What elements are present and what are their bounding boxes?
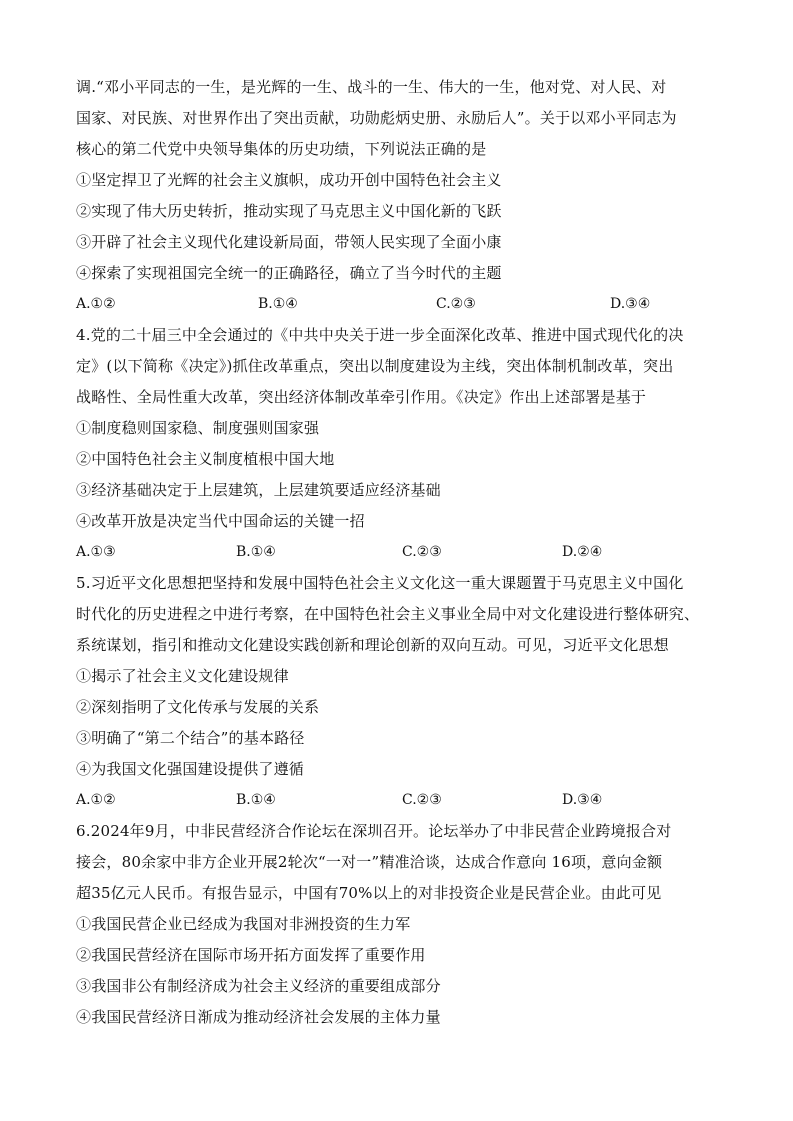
question-stem-line: 4.党的二十届三中全会通过的《中共中央关于进一步全面深化改革、推进中国式现代化的决 — [76, 326, 684, 344]
statement-item: ①我国民营企业已经成为我国对非洲投资的生力军 — [76, 915, 411, 933]
question-6 — [76, 816, 736, 1033]
question-5 — [76, 568, 736, 816]
question-3 — [76, 72, 736, 320]
option-d: D.③④ — [610, 296, 651, 312]
statement-item: ①制度稳则国家稳、制度强则国家强 — [76, 419, 320, 437]
question-4 — [76, 320, 736, 568]
answer-options — [76, 289, 736, 320]
statement-item: ③明确了“第二个结合”的基本路径 — [76, 729, 305, 747]
option-b: B.①④ — [258, 296, 298, 312]
option-c: C.②③ — [402, 544, 442, 560]
statement-item: ④改革开放是决定当代中国命运的关键一招 — [76, 512, 365, 530]
answer-options — [76, 785, 736, 816]
option-b: B.①④ — [236, 792, 276, 808]
option-a: A.①② — [76, 792, 116, 808]
statement-item: ③开辟了社会主义现代化建设新局面，带领人民实现了全面小康 — [76, 233, 502, 251]
question-stem-line: 定》(以下简称《决定》)抓住改革重点，突出以制度建设为主线，突出体制机制改革，突出 — [76, 357, 674, 375]
option-d: D.②④ — [562, 544, 603, 560]
option-c: C.②③ — [436, 296, 476, 312]
question-stem-line: 系统谋划，指引和推动文化建设实践创新和理论创新的双向互动。可见，习近平文化思想 — [76, 636, 669, 654]
question-stem-line: 时代化的历史进程之中进行考察，在中国特色社会主义事业全局中对文化建设进行整体研究、 — [76, 605, 700, 623]
option-a: A.①③ — [76, 544, 116, 560]
question-stem-line: 接会，80余家中非方企业开展2轮次“一对一”精准洽谈，达成合作意向 16项，意向金额 — [76, 853, 663, 871]
statement-item: ④为我国文化强国建设提供了遵循 — [76, 760, 305, 778]
statement-item: ④我国民营经济日渐成为推动经济社会发展的主体力量 — [76, 1008, 441, 1026]
statement-item: ①坚定捍卫了光辉的社会主义旗帜，成功开创中国特色社会主义 — [76, 171, 502, 189]
answer-options — [76, 537, 736, 568]
question-stem-line: 战略性、全局性重大改革，突出经济体制改革牵引作用。《决定》作出上述部署是基于 — [76, 388, 647, 406]
option-a: A.①② — [76, 296, 116, 312]
question-stem-line: 6.2024年9月，中非民营经济合作论坛在深圳召开。论坛举办了中非民营企业跨境报合对 — [76, 822, 672, 840]
question-stem-line: 超35亿元人民币。有报告显示，中国有70%以上的对非投资企业是民营企业。由此可见 — [76, 884, 662, 902]
exam-page — [76, 72, 736, 1033]
statement-item: ③我国非公有制经济成为社会主义经济的重要组成部分 — [76, 977, 441, 995]
statement-item: ②深刻指明了文化传承与发展的关系 — [76, 698, 320, 716]
question-stem-line: 调.“邓小平同志的一生，是光辉的一生、战斗的一生、伟大的一生，他对党、对人民、对 — [76, 78, 667, 96]
statement-item: ②我国民营经济在国际市场开拓方面发挥了重要作用 — [76, 946, 426, 964]
statement-item: ②实现了伟大历史转折，推动实现了马克思主义中国化新的飞跃 — [76, 202, 502, 220]
question-stem-line: 国家、对民族、对世界作出了突出贡献，功勋彪炳史册、永励后人”。关于以邓小平同志为 — [76, 109, 677, 127]
statement-item: ④探索了实现祖国完全统一的正确路径，确立了当今时代的主题 — [76, 264, 502, 282]
statement-item: ①揭示了社会主义文化建设规律 — [76, 667, 289, 685]
option-b: B.①④ — [236, 544, 276, 560]
option-c: C.②③ — [402, 792, 442, 808]
option-d: D.③④ — [562, 792, 603, 808]
statement-item: ③经济基础决定于上层建筑，上层建筑要适应经济基础 — [76, 481, 441, 499]
statement-item: ②中国特色社会主义制度植根中国大地 — [76, 450, 335, 468]
question-stem-line: 核心的第二代党中央领导集体的历史功绩，下列说法正确的是 — [76, 140, 487, 158]
question-stem-line: 5.习近平文化思想把坚持和发展中国特色社会主义文化这一重大课题置于马克思主义中国化 — [76, 574, 684, 592]
